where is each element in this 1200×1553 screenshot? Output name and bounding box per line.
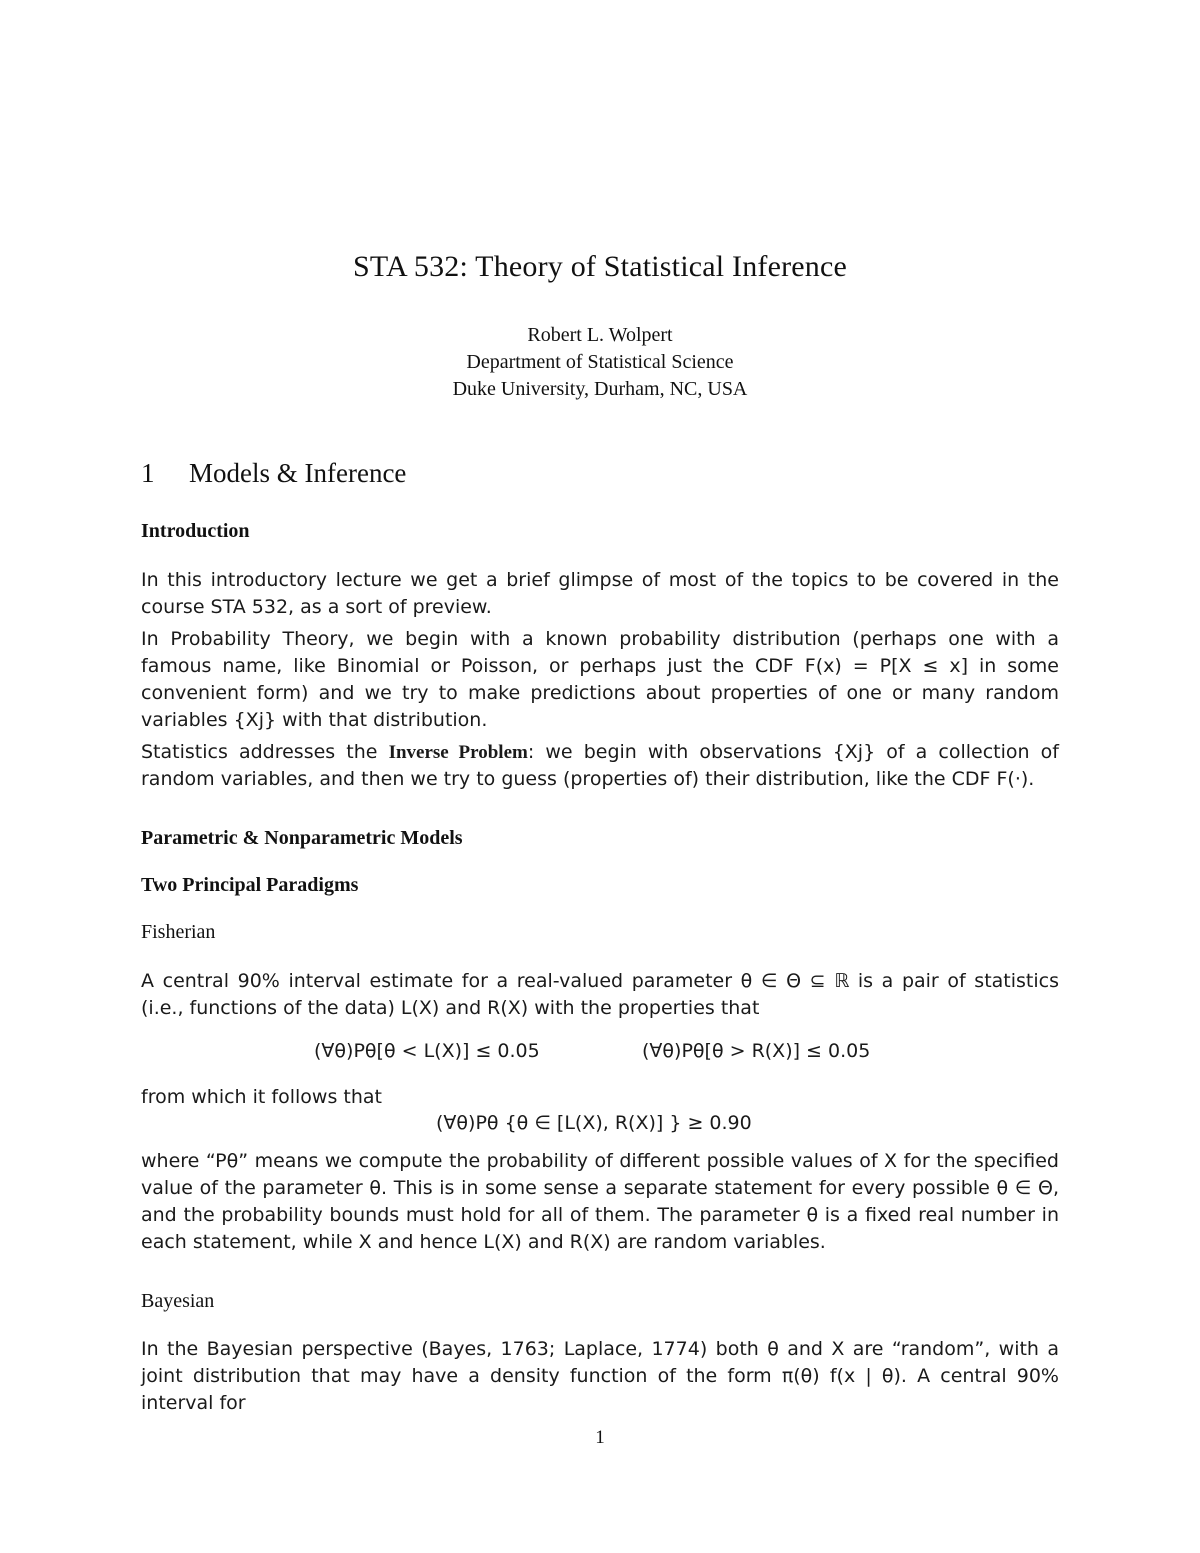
section-number: 1 xyxy=(141,458,155,488)
heading-introduction: Introduction xyxy=(141,520,250,542)
section-title: Models & Inference xyxy=(189,458,407,488)
paragraph-intro-3-start: Statistics addresses the xyxy=(141,741,389,763)
paragraph-intro-1: In this introductory lecture we get a brief glimpse of most of the topics to be covered in the course STA 532, as a sort of preview. xyxy=(141,569,1059,618)
author-department: Department of Statistical Science xyxy=(466,351,734,373)
paragraph-fisher-3: where “Pθ” means we compute the probability of different possible values of X for the specified value of the parameter θ. This is in some sense a separate statement for every possible θ ∈ Θ, and the probability bounds must hold for all of them. The parameter θ is a fixed real number in each statement, while X and hence L(X) and R(X) are random variables. xyxy=(141,1150,1059,1253)
author-name: Robert L. Wolpert xyxy=(527,324,673,346)
paragraph-intro-2: In Probability Theory, we begin with a known probability distribution (perhaps one with a famous name, like Binomial or Poisson, or perhaps just the CDF F(x) = P[X ≤ x] in some convenient form) and we try to make predictions about properties of one or many random variables {Xj} with that distribution. xyxy=(141,628,1059,731)
equation-coverage: (∀θ)Pθ {θ ∈ [L(X), R(X)] } ≥ 0.90 xyxy=(436,1112,752,1134)
paper-title: STA 532: Theory of Statistical Inference xyxy=(352,250,848,283)
paragraph-bayes-1: In the Bayesian perspective (Bayes, 1763; Laplace, 1774) both θ and X are “random”, with a joint distribution that may have a density function of the form π(θ) f(x | θ). A central 90% interval for xyxy=(141,1338,1059,1414)
paragraph-intro-3-end: : we begin with observations {Xj} of a collection of random variables, and then we try to guess (properties of) their distribution, like the CDF F(·). xyxy=(141,741,1059,790)
equation-right-bound: (∀θ)Pθ[θ > R(X)] ≤ 0.05 xyxy=(642,1040,871,1062)
page-number: 1 xyxy=(595,1427,605,1448)
author-institution: Duke University, Durham, NC, USA xyxy=(452,378,748,400)
heading-fisherian: Fisherian xyxy=(141,921,216,943)
paragraph-intro-3 xyxy=(141,739,1059,793)
section-heading xyxy=(141,458,406,489)
inverse-problem-term: Inverse Problem xyxy=(388,742,528,763)
heading-models: Parametric & Nonparametric Models xyxy=(141,827,463,849)
heading-paradigms: Two Principal Paradigms xyxy=(141,874,359,896)
author-block xyxy=(0,322,1200,403)
paragraph-fisher-1: A central 90% interval estimate for a real-valued parameter θ ∈ Θ ⊆ ℝ is a pair of statistics (i.e., functions of the data) L(X) and R(X) with the properties that xyxy=(141,970,1059,1019)
equation-left-bound: (∀θ)Pθ[θ < L(X)] ≤ 0.05 xyxy=(314,1040,540,1062)
heading-bayesian: Bayesian xyxy=(141,1290,215,1312)
paragraph-fisher-2: from which it follows that xyxy=(141,1086,382,1108)
